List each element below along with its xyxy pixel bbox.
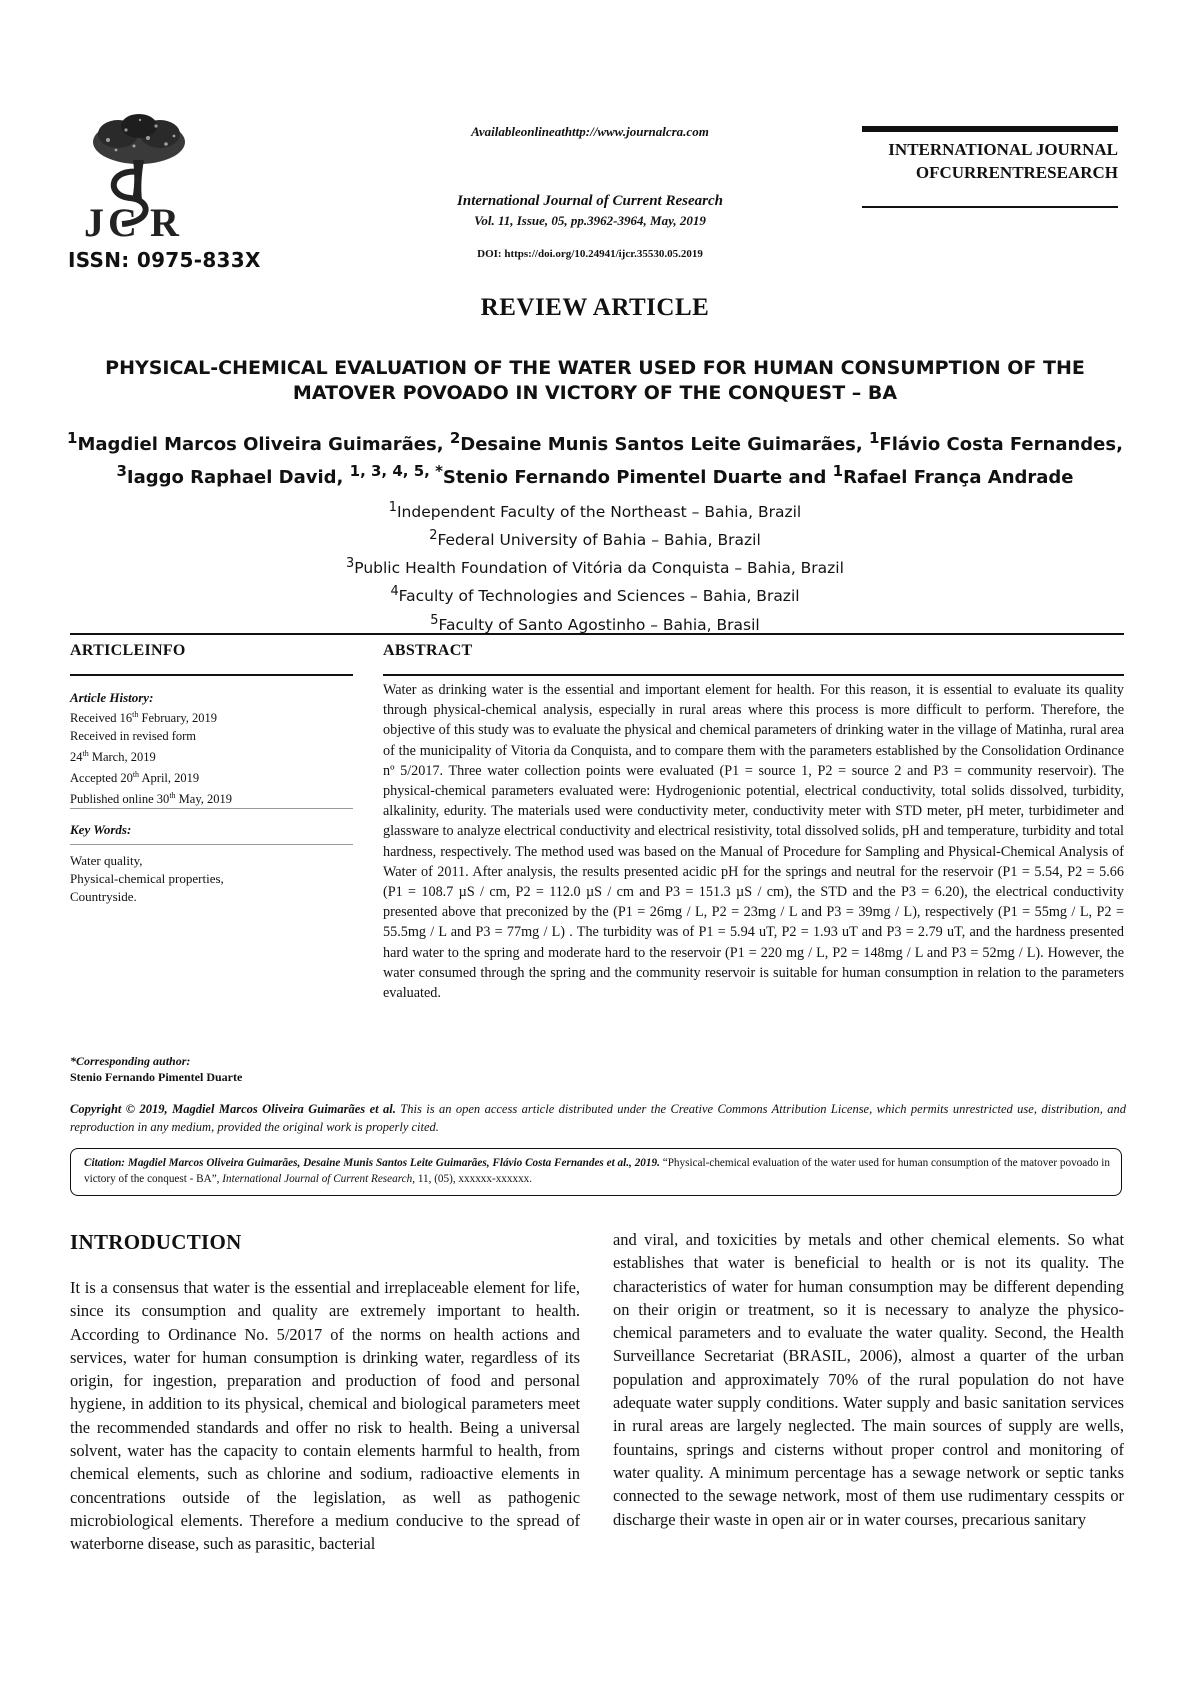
history-sup: th bbox=[169, 791, 176, 801]
history-sup: th bbox=[132, 710, 139, 719]
available-online-link[interactable]: Availableonlineathttp://www.journalcra.com bbox=[471, 124, 709, 139]
svg-text:R: R bbox=[150, 200, 179, 240]
masthead-line-2: OFCURRENTRESEARCH bbox=[915, 163, 1118, 182]
affiliation-item bbox=[0, 496, 1190, 524]
article-type: REVIEW ARTICLE bbox=[480, 294, 710, 321]
article-info-rule bbox=[70, 674, 353, 676]
affiliation-text: Faculty of Technologies and Sciences – Bahia, Brazil bbox=[398, 587, 800, 606]
history-text: March, 2019 bbox=[88, 750, 156, 765]
copyright-notice bbox=[70, 1100, 1126, 1136]
history-label: Article History: bbox=[70, 690, 154, 705]
masthead-line-1: INTERNATIONAL JOURNAL bbox=[888, 140, 1118, 159]
history-text: Accepted 20 bbox=[70, 771, 133, 786]
history-revised: Received in revised form bbox=[70, 729, 196, 744]
history-sup: th bbox=[82, 749, 89, 759]
author-list bbox=[40, 425, 1150, 491]
history-received bbox=[70, 706, 232, 727]
affiliation-item bbox=[0, 524, 1190, 552]
article-title bbox=[60, 356, 1130, 406]
introduction-heading: INTRODUCTION bbox=[70, 1230, 242, 1254]
copyright-text: This is an open access article distributed under the Creative Commons Attribution License, which permits unrestricted use, distribution, and reproduction in any medium, provided the original work is properly cited. bbox=[70, 1102, 1126, 1134]
svg-text:J: J bbox=[84, 200, 104, 240]
affiliation-item bbox=[0, 580, 1190, 608]
author: Desaine Munis Santos Leite Guimarães, bbox=[460, 434, 869, 455]
journal-volume: Vol. 11, Issue, 05, pp.3962-3964, May, 2019 bbox=[474, 213, 706, 228]
citation-text bbox=[84, 1155, 1110, 1187]
author-sup: 3 bbox=[116, 462, 127, 480]
article-history bbox=[70, 706, 232, 809]
history-text: May, 2019 bbox=[175, 792, 233, 807]
abstract-heading: ABSTRACT bbox=[383, 642, 473, 659]
history-text: Received 16 bbox=[70, 711, 133, 726]
keywords-list bbox=[70, 852, 224, 906]
copyright-holder: Copyright © 2019, Magdiel Marcos Oliveira Guimarães et al. bbox=[70, 1102, 396, 1116]
journal-name: International Journal of Current Research bbox=[457, 193, 723, 209]
keyword: Countryside. bbox=[70, 889, 137, 904]
corresponding-author: Stenio Fernando Pimentel Duarte bbox=[70, 1070, 243, 1084]
affiliations bbox=[0, 496, 1190, 637]
history-sup: th bbox=[132, 770, 140, 780]
citation-label: Citation: Magdiel Marcos Oliveira Guimarães, Desaine Munis Santos Leite Guimarães, Flávio Costa Fernandes et al., 2019. bbox=[84, 1157, 660, 1169]
citation-tail: , 11, (05), xxxxxx-xxxxxx. bbox=[412, 1173, 533, 1185]
title-line-2: MATOVER POVOADO IN VICTORY OF THE CONQUEST – BA bbox=[292, 382, 898, 404]
affiliation-sup: 3 bbox=[346, 556, 355, 572]
journal-logo bbox=[78, 112, 200, 240]
affiliation-text: Public Health Foundation of Vitória da Conquista – Bahia, Brazil bbox=[354, 559, 844, 578]
affiliation-sup: 2 bbox=[429, 528, 438, 544]
affiliation-sup: 1 bbox=[388, 500, 397, 515]
affiliation-text: Independent Faculty of the Northeast – Bahia, Brazil bbox=[396, 503, 802, 522]
author: Rafael França Andrade bbox=[843, 467, 1074, 488]
author: Flávio Costa Fernandes, bbox=[879, 434, 1123, 455]
corresponding-label: *Corresponding author: bbox=[70, 1054, 191, 1068]
citation-title: “Physical-chemical evaluation of the water used for human consumption of the matover povoado in victory of the conquest - BA”, bbox=[84, 1157, 1110, 1185]
svg-text:C: C bbox=[108, 200, 137, 240]
author: Stenio Fernando Pimentel Duarte and bbox=[442, 467, 833, 488]
issn: ISSN: 0975-833X bbox=[68, 248, 261, 272]
doi-link[interactable]: DOI: https://doi.org/10.24941/ijcr.35530.05.2019 bbox=[477, 248, 703, 260]
author: Magdiel Marcos Oliveira Guimarães, bbox=[77, 434, 450, 455]
keyword: Physical-chemical properties, bbox=[70, 871, 224, 886]
history-text: April, 2019 bbox=[139, 771, 200, 786]
author-sup: 1, 3, 4, 5, * bbox=[349, 462, 443, 480]
author-sup: 1 bbox=[868, 429, 880, 447]
introduction-left-column: It is a consensus that water is the essential and irreplaceable element for life, since its consumption and quality are extremely important to health. According to Ordinance No. 5/2017 of the norms on health actions and services, water for human consumption is drinking water, regardless of its origin, for ingestion, preparation and production of food and personal hygiene, in addition to its physical, chemical and biological parameters meet the recommended standards and offer no risk to health. Being a universal solvent, water has the capacity to contain elements harmful to health, from chemical elements, such as chlorine and sodium, radioactive elements in concentrations outside of the legislation, as well as pathogenic microbiological elements. Therefore a medium conducive to the spread of waterborne disease, such as parasitic, bacterial bbox=[70, 1278, 580, 1554]
citation-journal: International Journal of Current Research bbox=[222, 1173, 413, 1185]
history-revised-date bbox=[70, 745, 232, 766]
author-line-1 bbox=[40, 425, 1150, 458]
keyword: Water quality, bbox=[70, 853, 143, 868]
article-info-heading: ARTICLEINFO bbox=[70, 642, 186, 659]
affiliation-text: Faculty of Santo Agostinho – Bahia, Brasil bbox=[438, 615, 760, 634]
affiliation-sup: 4 bbox=[390, 584, 399, 600]
author-sup: 2 bbox=[449, 429, 461, 447]
affiliation-text: Federal University of Bahia – Bahia, Brazil bbox=[437, 531, 761, 550]
history-text: 24 bbox=[70, 750, 83, 765]
introduction-right-column: and viral, and toxicities by metals and other chemical elements. So what establishes that water is beneficial to health or is not its quality. The characteristics of water for human consumption may be different depending on their origin or treatment, so it is necessary to analyze the physico-chemical parameters and to evaluate the water quality. Second, the Health Surveillance Secretariat (BRASIL, 2006), almost a quarter of the urban population and approximately 70% of the rural population do not have adequate water supply conditions. Water supply and basic sanitation services in rural areas are largely neglected. The main sources of supply are wells, fountains, springs and cisterns without proper control and monitoring of water quality. A minimum percentage has a sewage network or septic tanks connected to the sewage network, most of them use rudimentary cesspits or discharge their waste in open air or in water courses, precarious sanitary bbox=[613, 1230, 1124, 1529]
author-sup: 1 bbox=[67, 429, 78, 447]
affiliation-item bbox=[0, 552, 1190, 580]
abstract-rule bbox=[383, 674, 1124, 676]
author-line-2 bbox=[40, 458, 1150, 491]
history-published bbox=[70, 787, 232, 808]
history-accepted bbox=[70, 766, 232, 787]
title-line-1: PHYSICAL-CHEMICAL EVALUATION OF THE WATER USED FOR HUMAN CONSUMPTION OF THE bbox=[105, 357, 1085, 379]
keywords-label: Key Words: bbox=[70, 822, 132, 837]
author: Iaggo Raphael David, bbox=[126, 467, 350, 488]
affiliation-sup: 5 bbox=[430, 612, 439, 628]
history-text: Published online 30 bbox=[70, 792, 170, 807]
author-sup: 1 bbox=[832, 462, 844, 480]
history-text: February, 2019 bbox=[138, 711, 218, 726]
section-divider bbox=[70, 633, 1124, 635]
abstract-text: Water as drinking water is the essential and important element for health. For this reason, it is essential to evaluate its quality through physical-chemical analysis, especially in rural areas where this process is more difficult to perform. Therefore, the objective of this study was to evaluate the physical and chemical parameters of drinking water in the village of Matinha, rural area of the municipality of Vitoria da Conquista, and to compare them with the parameters established by the Consolidation Ordinance nº 5/2017. Three water collection points were evaluated (P1 = source 1, P2 = source 2 and P3 = community reservoir). The physical-chemical parameters evaluated were: Hydrogenionic potential, electrical conductivity, total solids dissolved, turbidity, alkalinity, edurity. The materials used were conductivity meter, conductivity meter with STD meter, pH meter, turbidimeter and glassware to analyze electrical conductivity and electrical resistivity, total dissolved solids, pH and temperature, turbidity and total hardness, respectively. The method used was based on the Manual of Procedure for Sampling and Physical-Chemical Analysis of Water of 2011. After analysis, the results presented acidic pH for the springs and neutral for the reservoir (P1 = 5.54, P2 = 5.66 (P1 = 108.7 µS / cm, P2 = 112.0 µS / cm and P3 = 151.3 µS / cm), the STD and the P3 = 6.20), the electrical conductivity presented above that preconized by the (P1 = 26mg / L, P2 = 23mg / L and P3 = 39mg / L), respectively (P1 = 55mg / L, P2 = 55.5mg / L and P3 = 77mg / L) . The turbidity was of P1 = 5.94 uT, P2 = 1.93 uT and P3 = 2.79 uT, and the hardness presented hard water to the spring and moderate hard to the reservoir (P1 = 220 mg / L, P2 = 148mg / L and P3 = 52mg / L). However, the water consumed through the spring and the community reservoir is suitable for human consumption in relation to the parameters evaluated. bbox=[383, 682, 1124, 1002]
article-info-divider bbox=[70, 808, 353, 809]
keywords-rule bbox=[70, 844, 353, 845]
